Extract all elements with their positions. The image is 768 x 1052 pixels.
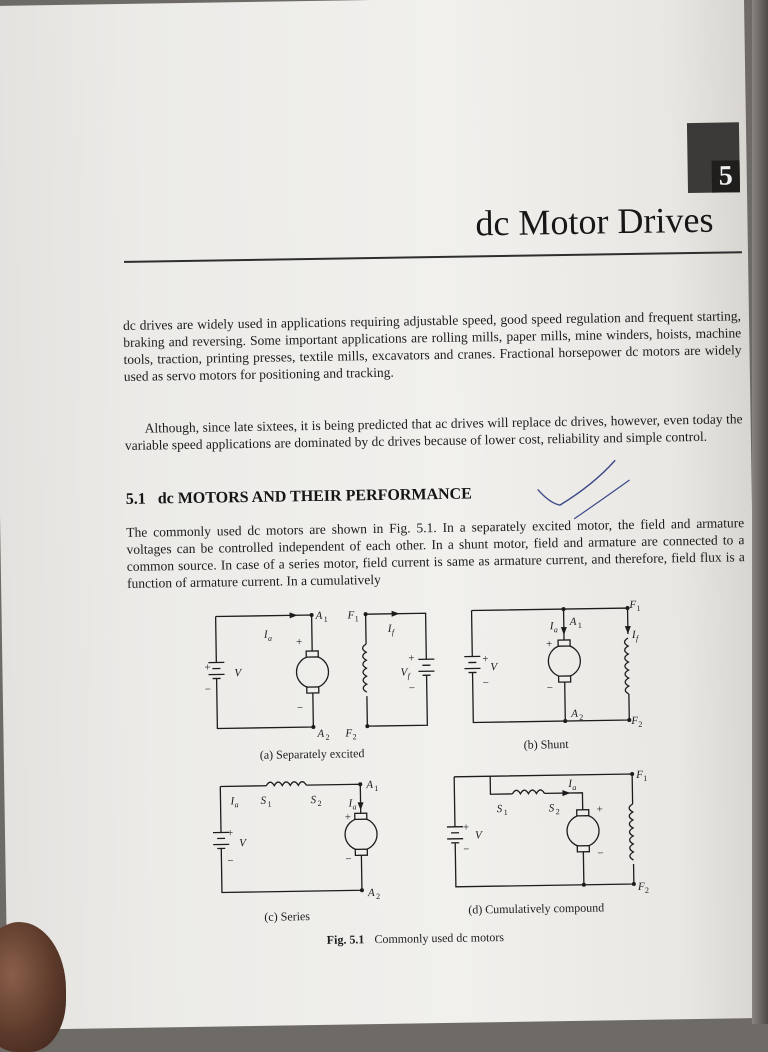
- svg-text:1: 1: [504, 808, 508, 817]
- svg-text:S: S: [260, 795, 266, 807]
- svg-text:S: S: [310, 794, 316, 806]
- svg-text:A: A: [367, 887, 375, 899]
- subfigure-caption-c: (c) Series: [264, 909, 310, 925]
- svg-text:f: f: [636, 634, 640, 643]
- svg-text:2: 2: [645, 886, 649, 895]
- figure-caption-text: Commonly used dc motors: [374, 930, 504, 946]
- book-binding-edge: [752, 0, 768, 1024]
- svg-text:1: 1: [268, 800, 272, 809]
- svg-text:−: −: [345, 853, 351, 865]
- svg-text:V: V: [400, 667, 408, 679]
- svg-text:−: −: [483, 677, 489, 689]
- svg-text:f: f: [392, 628, 396, 637]
- svg-text:1: 1: [324, 615, 328, 624]
- paragraph-intro: dc drives are widely used in applications requiring adjustable speed, good speed regulation and frequent starting, braking and reversing. Some important applications are rolling mills, paper mills, mine winders, hoists, machine tools, traction, printing presses, textile mills, excavators and cranes. Fractional horsepower dc motors are widely used as servo motors for positioning and tracking.: [123, 307, 742, 385]
- svg-text:S: S: [549, 802, 555, 814]
- svg-text:I: I: [631, 629, 637, 641]
- svg-text:I: I: [567, 778, 573, 790]
- svg-text:V: V: [490, 661, 498, 673]
- svg-text:F: F: [635, 769, 643, 781]
- svg-text:F: F: [347, 609, 355, 621]
- svg-text:I: I: [263, 629, 269, 641]
- figure-label: Fig. 5.1: [327, 932, 365, 947]
- paragraph-motor-types: The commonly used dc motors are shown in Fig. 5.1. In a separately excited motor, the field and armature voltages can be controlled independent of each other. In a shunt motor, field and armature are connected to a common source. In case of a series motor, field current is same as armature current, and therefore, field flux is a function of armature current. In a cumulatively: [126, 514, 745, 592]
- svg-text:2: 2: [318, 799, 322, 808]
- svg-text:I: I: [347, 797, 353, 809]
- svg-text:−: −: [597, 847, 603, 859]
- svg-text:f: f: [408, 671, 412, 680]
- svg-text:−: −: [297, 702, 303, 714]
- svg-text:1: 1: [578, 621, 582, 630]
- svg-text:S: S: [497, 803, 503, 815]
- svg-text:A: A: [315, 610, 323, 622]
- svg-text:2: 2: [325, 733, 329, 742]
- subfigure-caption-a: (a) Separately excited: [260, 746, 365, 763]
- svg-text:2: 2: [556, 807, 560, 816]
- chapter-title: dc Motor Drives: [475, 199, 714, 245]
- chapter-tab: [687, 122, 740, 193]
- svg-text:F: F: [344, 727, 352, 739]
- circuit-series: [206, 772, 408, 910]
- svg-text:1: 1: [643, 774, 647, 783]
- section-number: 5.1: [126, 491, 146, 508]
- svg-text:a: a: [554, 625, 558, 634]
- chapter-number: 5: [712, 160, 740, 192]
- svg-text:2: 2: [579, 713, 583, 722]
- svg-text:a: a: [572, 783, 576, 792]
- svg-text:+: +: [463, 822, 469, 834]
- svg-text:F: F: [637, 881, 645, 893]
- svg-text:1: 1: [636, 604, 640, 613]
- svg-text:A: A: [365, 779, 373, 791]
- svg-text:−: −: [547, 682, 553, 694]
- svg-text:F: F: [628, 599, 636, 611]
- svg-text:+: +: [546, 638, 552, 650]
- svg-text:+: +: [408, 652, 414, 664]
- svg-text:V: V: [234, 667, 242, 679]
- svg-text:2: 2: [352, 732, 356, 741]
- svg-text:+: +: [204, 662, 210, 674]
- svg-text:−: −: [409, 682, 415, 694]
- svg-text:1: 1: [355, 614, 359, 623]
- svg-text:2: 2: [376, 892, 380, 901]
- circuit-cumulatively-compound: [442, 764, 664, 912]
- svg-text:+: +: [296, 636, 302, 648]
- svg-text:A: A: [570, 708, 578, 720]
- svg-text:I: I: [229, 795, 235, 807]
- svg-text:1: 1: [374, 784, 378, 793]
- section-title: dc MOTORS AND THEIR PERFORMANCE: [158, 485, 472, 507]
- svg-text:+: +: [345, 811, 351, 823]
- svg-text:I: I: [549, 620, 555, 632]
- svg-text:+: +: [597, 803, 603, 815]
- svg-text:a: a: [353, 802, 357, 811]
- svg-text:a: a: [268, 634, 272, 643]
- figure-caption: [327, 930, 505, 948]
- svg-text:F: F: [630, 715, 638, 727]
- svg-text:V: V: [475, 829, 483, 841]
- svg-text:a: a: [235, 800, 239, 809]
- subfigure-caption-d: (d) Cumulatively compound: [468, 900, 604, 917]
- svg-text:−: −: [463, 844, 469, 856]
- svg-text:2: 2: [638, 720, 642, 729]
- svg-text:+: +: [227, 827, 233, 839]
- svg-text:A: A: [569, 616, 577, 628]
- circuit-separately-excited: [201, 603, 443, 752]
- section-heading: [126, 485, 472, 508]
- circuit-shunt: [457, 597, 669, 745]
- svg-text:V: V: [239, 837, 247, 849]
- svg-text:−: −: [227, 855, 233, 867]
- svg-text:A: A: [316, 728, 324, 740]
- subfigure-caption-b: (b) Shunt: [524, 737, 569, 753]
- title-rule: [124, 251, 742, 263]
- svg-text:+: +: [482, 653, 488, 665]
- paragraph-ac-vs-dc: Although, since late sixtees, it is being predicted that ac drives will replace dc drives, however, even today the variable speed applications are dominated by dc drives because of lower cost, reliability and simple control.: [125, 410, 743, 454]
- svg-text:−: −: [205, 684, 211, 696]
- svg-text:I: I: [387, 623, 393, 635]
